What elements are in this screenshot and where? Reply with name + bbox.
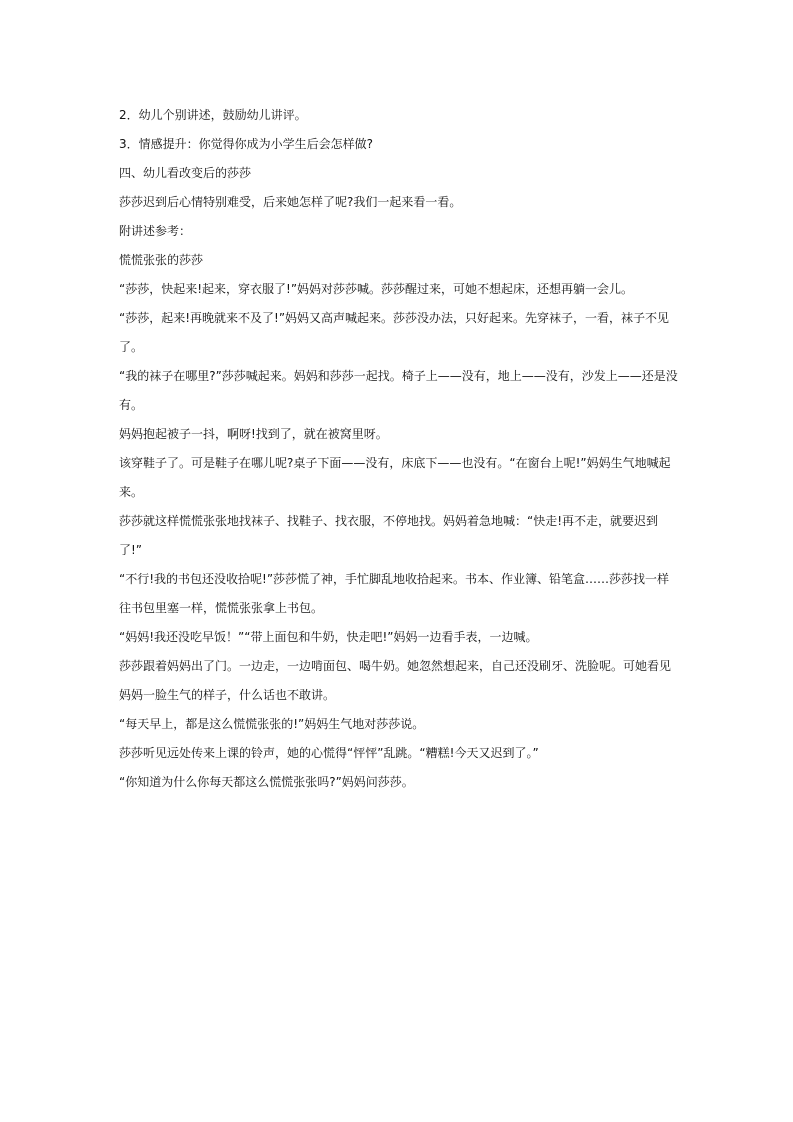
story-paragraph: 莎莎听见远处传来上课的铃声，她的心慌得“怦怦”乱跳。“糟糕!今天又迟到了。”: [119, 746, 539, 760]
story-paragraph: “你知道为什么你每天都这么慌慌张张吗?”妈妈问莎莎。: [119, 775, 414, 789]
appendix-label: 附讲述参考：: [119, 224, 192, 238]
story-paragraph: 妈妈抱起被子一抖，啊呀!找到了，就在被窝里呀。: [119, 427, 388, 441]
story-paragraph: “不行!我的书包还没收拾呢!”莎莎慌了神，手忙脚乱地收拾起来。书本、作业簿、铅笔盒……莎莎找一样往书包里塞一样，慌慌张张拿上书包。: [119, 572, 670, 615]
story-paragraph: “我的袜子在哪里?”莎莎喊起来。妈妈和莎莎一起找。椅子上——没有，地上——没有，沙发上——还是没有。: [119, 369, 678, 412]
story-paragraph: “妈妈!我还没吃早饭！”“带上面包和牛奶，快走吧!”妈妈一边看手表，一边喊。: [119, 630, 538, 644]
story-paragraph: 莎莎跟着妈妈出了门。一边走，一边啃面包、喝牛奶。她忽然想起来，自己还没刷牙、洗脸呢。可她看见妈妈一脸生气的样子，什么话也不敢讲。: [119, 659, 672, 702]
paragraph-step-3: 3．情感提升：你觉得你成为小学生后会怎样做?: [119, 137, 374, 151]
story-paragraph: “莎莎，起来!再晚就来不及了!”妈妈又高声喊起来。莎莎没办法，只好起来。先穿袜子，一看，袜子不见了。: [119, 311, 670, 354]
document-body: [119, 101, 679, 797]
story-paragraph: 莎莎就这样慌慌张张地找袜子、找鞋子、找衣服，不停地找。妈妈着急地喊：“快走!再不走，就要迟到了!”: [119, 514, 659, 557]
story-paragraph: “每天早上，都是这么慌慌张张的!”妈妈生气地对莎莎说。: [119, 717, 425, 731]
story-title: 慌慌张张的莎莎: [119, 253, 204, 267]
section-heading-4: 四、幼儿看改变后的莎莎: [119, 166, 252, 180]
story-paragraph: 该穿鞋子了。可是鞋子在哪儿呢?桌子下面——没有，床底下——也没有。“在窗台上呢!”妈妈生气地喊起来。: [119, 456, 671, 499]
paragraph-intro: 莎莎迟到后心情特别难受，后来她怎样了呢?我们一起来看一看。: [119, 195, 462, 209]
paragraph-step-2: 2．幼儿个别讲述，鼓励幼儿讲评。: [119, 108, 307, 122]
story-paragraph: “莎莎，快起来!起来，穿衣服了!”妈妈对莎莎喊。莎莎醒过来，可她不想起床，还想再躺一会儿。: [119, 282, 634, 296]
